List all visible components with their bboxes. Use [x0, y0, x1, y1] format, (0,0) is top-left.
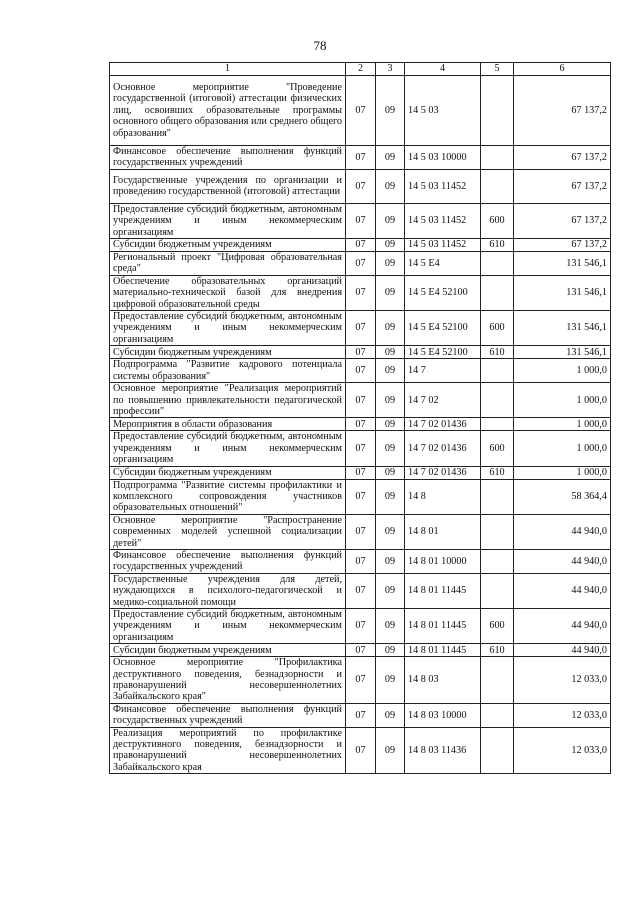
cell-expense-type: 610: [481, 466, 514, 479]
cell-section: 07: [346, 466, 376, 479]
cell-name: Региональный проект "Цифровая образовательная среда": [110, 252, 346, 276]
cell-amount: 67 137,2: [514, 239, 611, 252]
cell-name: Субсидии бюджетным учреждениям: [110, 346, 346, 359]
table-row: [110, 418, 611, 431]
cell-section: 07: [346, 703, 376, 727]
cell-subsection: 09: [376, 573, 405, 608]
cell-target-article: 14 8: [405, 479, 481, 514]
cell-expense-type: [481, 76, 514, 146]
cell-name: Финансовое обеспечение выполнения функций государственных учреждений: [110, 703, 346, 727]
cell-expense-type: [481, 727, 514, 774]
table-row: [110, 644, 611, 657]
cell-amount: 58 364,4: [514, 479, 611, 514]
cell-target-article: 14 8 01 10000: [405, 549, 481, 573]
cell-name: Основное мероприятие "Проведение государственной (итоговой) аттестации физических лиц, освоивших образовательные программы основного общего образования или среднего общего образования": [110, 76, 346, 146]
table-row: [110, 703, 611, 727]
table-row: [110, 657, 611, 704]
cell-target-article: 14 8 03 11436: [405, 727, 481, 774]
cell-target-article: 14 8 03 10000: [405, 703, 481, 727]
cell-section: 07: [346, 76, 376, 146]
header-cell-name: 1: [110, 63, 346, 76]
cell-expense-type: [481, 146, 514, 170]
cell-section: 07: [346, 418, 376, 431]
cell-section: 07: [346, 549, 376, 573]
header-cell-section: 2: [346, 63, 376, 76]
budget-table: [109, 62, 611, 774]
cell-section: 07: [346, 727, 376, 774]
cell-amount: 1 000,0: [514, 359, 611, 383]
cell-expense-type: [481, 169, 514, 203]
cell-target-article: 14 7: [405, 359, 481, 383]
cell-target-article: 14 5 03 11452: [405, 239, 481, 252]
cell-section: 07: [346, 169, 376, 203]
cell-name: Реализация мероприятий по профилактике деструктивного поведения, безнадзорности и правонарушений несовершеннолетних Забайкальского края: [110, 727, 346, 774]
cell-subsection: 09: [376, 609, 405, 644]
cell-subsection: 09: [376, 514, 405, 549]
cell-name: Мероприятия в области образования: [110, 418, 346, 431]
cell-amount: 44 940,0: [514, 609, 611, 644]
header-cell-amount: 6: [514, 63, 611, 76]
cell-subsection: 09: [376, 252, 405, 276]
cell-name: Основное мероприятие "Реализация мероприятий по повышению привлекательности педагогической профессии": [110, 383, 346, 418]
cell-name: Государственные учреждения для детей, нуждающихся в психолого-педагогической и медико-социальной помощи: [110, 573, 346, 608]
table-body: [110, 63, 611, 774]
table-row: [110, 239, 611, 252]
cell-name: Государственные учреждения по организации и проведению государственной (итоговой) аттестации: [110, 169, 346, 203]
cell-subsection: 09: [376, 549, 405, 573]
cell-expense-type: 600: [481, 203, 514, 238]
table-row: [110, 359, 611, 383]
cell-target-article: 14 8 01 11445: [405, 573, 481, 608]
cell-name: Предоставление субсидий бюджетным, автономным учреждениям и иным некоммерческим организациям: [110, 203, 346, 238]
cell-subsection: 09: [376, 359, 405, 383]
cell-subsection: 09: [376, 727, 405, 774]
cell-expense-type: [481, 657, 514, 704]
table-row: [110, 573, 611, 608]
table-row: [110, 346, 611, 359]
table-row: [110, 466, 611, 479]
cell-section: 07: [346, 479, 376, 514]
cell-amount: 131 546,1: [514, 275, 611, 310]
cell-expense-type: [481, 359, 514, 383]
cell-expense-type: [481, 573, 514, 608]
cell-amount: 1 000,0: [514, 431, 611, 466]
cell-subsection: 09: [376, 275, 405, 310]
cell-section: 07: [346, 573, 376, 608]
cell-section: 07: [346, 609, 376, 644]
cell-amount: 67 137,2: [514, 203, 611, 238]
cell-target-article: 14 7 02: [405, 383, 481, 418]
cell-subsection: 09: [376, 169, 405, 203]
cell-expense-type: [481, 383, 514, 418]
cell-expense-type: [481, 703, 514, 727]
cell-target-article: 14 5 03 10000: [405, 146, 481, 170]
header-cell-target-article: 4: [405, 63, 481, 76]
cell-section: 07: [346, 514, 376, 549]
table-row: [110, 479, 611, 514]
cell-target-article: 14 5 03 11452: [405, 169, 481, 203]
cell-amount: 44 940,0: [514, 549, 611, 573]
cell-name: Финансовое обеспечение выполнения функций государственных учреждений: [110, 549, 346, 573]
cell-name: Подпрограмма "Развитие кадрового потенциала системы образования": [110, 359, 346, 383]
cell-section: 07: [346, 146, 376, 170]
cell-name: Основное мероприятие "Профилактика деструктивного поведения, безнадзорности и правонарушений несовершеннолетних Забайкальского края": [110, 657, 346, 704]
cell-subsection: 09: [376, 383, 405, 418]
table-header-row: [110, 63, 611, 76]
table-row: [110, 609, 611, 644]
cell-section: 07: [346, 346, 376, 359]
page-number: 78: [313, 38, 327, 53]
cell-target-article: 14 7 02 01436: [405, 418, 481, 431]
cell-subsection: 09: [376, 657, 405, 704]
table-row: [110, 383, 611, 418]
cell-target-article: 14 8 01: [405, 514, 481, 549]
table-row: [110, 514, 611, 549]
cell-target-article: 14 5 E4 52100: [405, 311, 481, 346]
cell-amount: 131 546,1: [514, 346, 611, 359]
cell-target-article: 14 5 03 11452: [405, 203, 481, 238]
table-row: [110, 549, 611, 573]
cell-amount: 1 000,0: [514, 383, 611, 418]
cell-amount: 44 940,0: [514, 514, 611, 549]
table-row: [110, 146, 611, 170]
cell-amount: 131 546,1: [514, 252, 611, 276]
cell-subsection: 09: [376, 418, 405, 431]
cell-amount: 12 033,0: [514, 657, 611, 704]
cell-name: Предоставление субсидий бюджетным, автономным учреждениям и иным некоммерческим организациям: [110, 431, 346, 466]
cell-amount: 67 137,2: [514, 76, 611, 146]
header-cell-expense-type: 5: [481, 63, 514, 76]
table-row: [110, 431, 611, 466]
cell-target-article: 14 7 02 01436: [405, 466, 481, 479]
cell-subsection: 09: [376, 146, 405, 170]
cell-subsection: 09: [376, 203, 405, 238]
cell-name: Субсидии бюджетным учреждениям: [110, 644, 346, 657]
table-row: [110, 252, 611, 276]
cell-subsection: 09: [376, 76, 405, 146]
cell-target-article: 14 7 02 01436: [405, 431, 481, 466]
table-row: [110, 727, 611, 774]
cell-subsection: 09: [376, 239, 405, 252]
cell-section: 07: [346, 275, 376, 310]
header-cell-subsection: 3: [376, 63, 405, 76]
cell-section: 07: [346, 311, 376, 346]
table-row: [110, 76, 611, 146]
cell-target-article: 14 5 E4 52100: [405, 346, 481, 359]
cell-expense-type: 610: [481, 346, 514, 359]
cell-subsection: 09: [376, 311, 405, 346]
cell-target-article: 14 5 E4: [405, 252, 481, 276]
cell-amount: 67 137,2: [514, 169, 611, 203]
cell-expense-type: 600: [481, 431, 514, 466]
table-row: [110, 311, 611, 346]
cell-target-article: 14 5 03: [405, 76, 481, 146]
cell-amount: 1 000,0: [514, 418, 611, 431]
cell-target-article: 14 8 01 11445: [405, 609, 481, 644]
cell-expense-type: [481, 514, 514, 549]
cell-amount: 1 000,0: [514, 466, 611, 479]
cell-expense-type: 600: [481, 609, 514, 644]
cell-amount: 67 137,2: [514, 146, 611, 170]
cell-amount: 44 940,0: [514, 644, 611, 657]
table-row: [110, 203, 611, 238]
cell-subsection: 09: [376, 644, 405, 657]
cell-subsection: 09: [376, 479, 405, 514]
cell-expense-type: 600: [481, 311, 514, 346]
cell-name: Предоставление субсидий бюджетным, автономным учреждениям и иным некоммерческим организациям: [110, 609, 346, 644]
cell-expense-type: [481, 252, 514, 276]
cell-amount: 131 546,1: [514, 311, 611, 346]
table-row: [110, 169, 611, 203]
cell-expense-type: [481, 418, 514, 431]
cell-section: 07: [346, 383, 376, 418]
cell-subsection: 09: [376, 466, 405, 479]
cell-name: Финансовое обеспечение выполнения функций государственных учреждений: [110, 146, 346, 170]
cell-name: Обеспечение образовательных организаций материально-технической базой для внедрения цифровой образовательной среды: [110, 275, 346, 310]
cell-section: 07: [346, 203, 376, 238]
cell-expense-type: [481, 275, 514, 310]
cell-expense-type: [481, 549, 514, 573]
cell-section: 07: [346, 644, 376, 657]
cell-subsection: 09: [376, 346, 405, 359]
cell-amount: 12 033,0: [514, 727, 611, 774]
cell-name: Подпрограмма "Развитие системы профилактики и комплексного сопровождения участников образовательных отношений": [110, 479, 346, 514]
cell-name: Основное мероприятие "Распространение современных моделей успешной социализации детей": [110, 514, 346, 549]
cell-expense-type: 610: [481, 239, 514, 252]
cell-target-article: 14 8 03: [405, 657, 481, 704]
cell-expense-type: 610: [481, 644, 514, 657]
cell-subsection: 09: [376, 703, 405, 727]
cell-subsection: 09: [376, 431, 405, 466]
cell-expense-type: [481, 479, 514, 514]
cell-section: 07: [346, 252, 376, 276]
cell-section: 07: [346, 657, 376, 704]
cell-section: 07: [346, 431, 376, 466]
cell-amount: 12 033,0: [514, 703, 611, 727]
cell-amount: 44 940,0: [514, 573, 611, 608]
cell-name: Предоставление субсидий бюджетным, автономным учреждениям и иным некоммерческим организациям: [110, 311, 346, 346]
table-row: [110, 275, 611, 310]
cell-name: Субсидии бюджетным учреждениям: [110, 239, 346, 252]
cell-name: Субсидии бюджетным учреждениям: [110, 466, 346, 479]
cell-target-article: 14 5 E4 52100: [405, 275, 481, 310]
cell-section: 07: [346, 359, 376, 383]
cell-target-article: 14 8 01 11445: [405, 644, 481, 657]
cell-section: 07: [346, 239, 376, 252]
